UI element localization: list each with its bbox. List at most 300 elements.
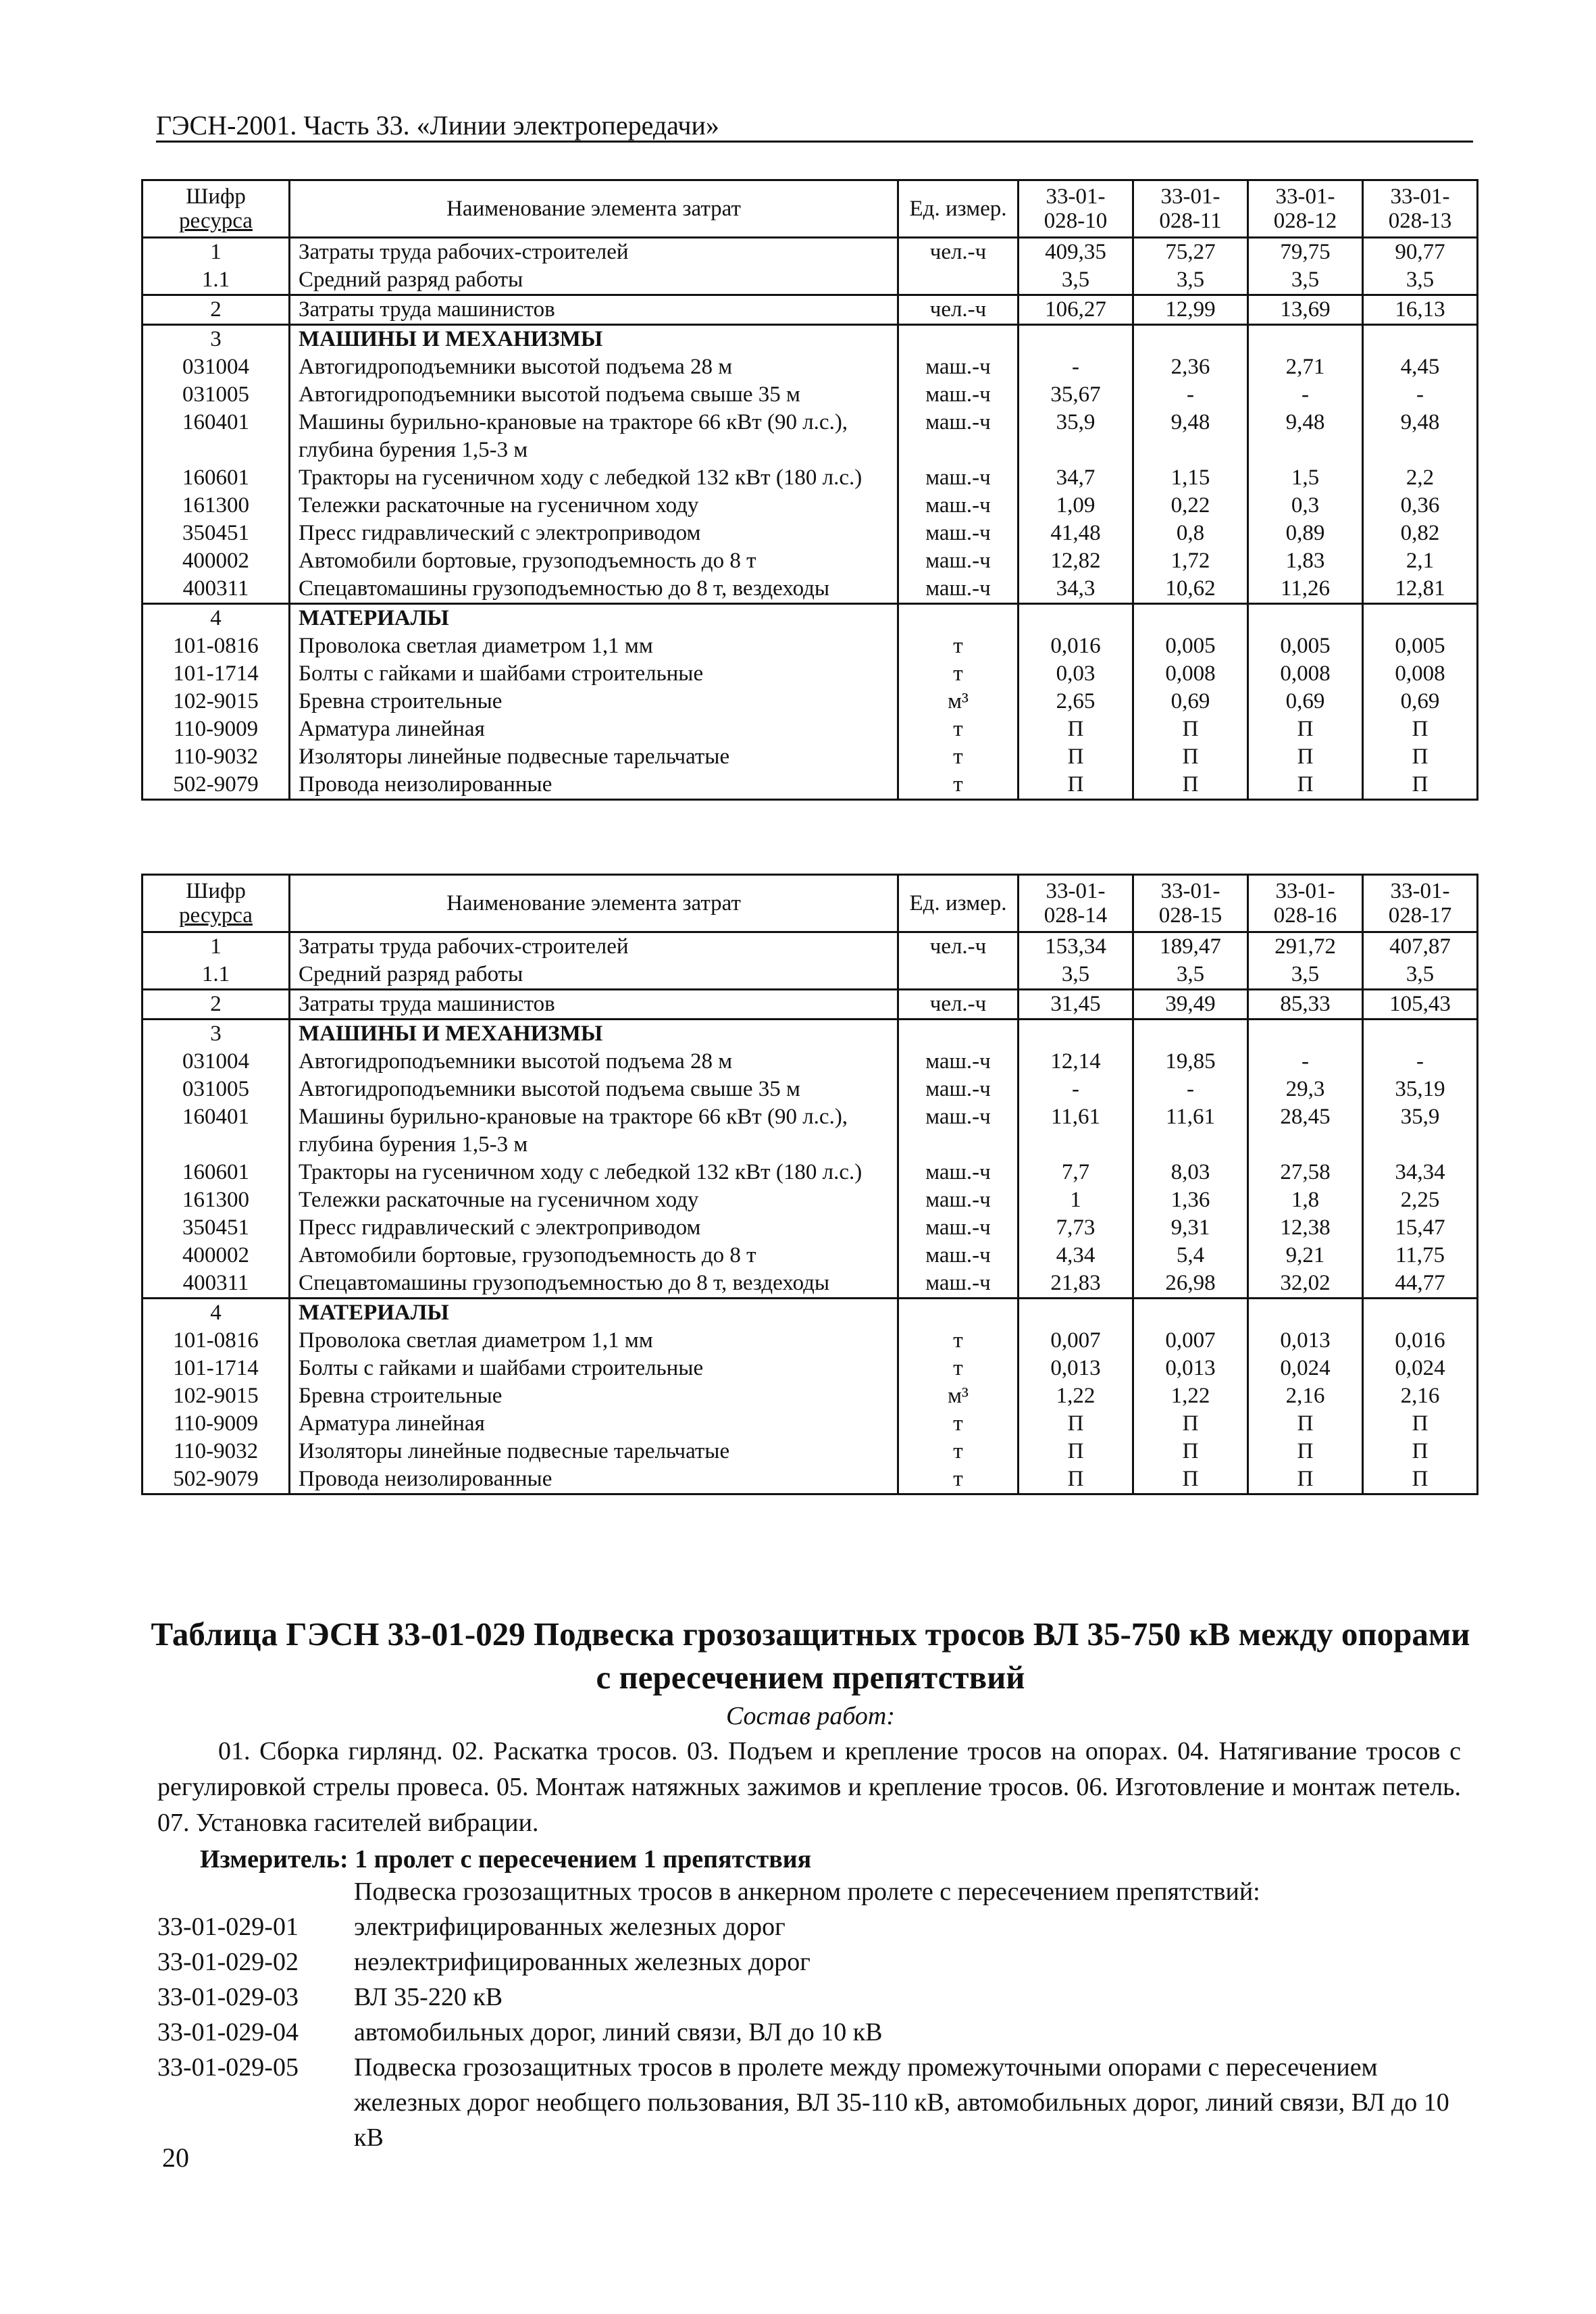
unit-cell: т <box>898 1327 1019 1355</box>
value-cell: 11,26 <box>1248 575 1363 604</box>
column-header-name: Наименование элемента затрат <box>290 180 898 238</box>
resource-code: 2 <box>143 990 290 1020</box>
norm-code-part2: 028-14 <box>1044 903 1108 928</box>
unit-cell: маш.-ч <box>898 1242 1019 1269</box>
table-row <box>143 771 1478 800</box>
cost-element-name: Арматура линейная <box>290 1410 898 1438</box>
unit-cell: маш.-ч <box>898 409 1019 464</box>
cost-element-name: Бревна строительные <box>290 1382 898 1410</box>
value-cell: 3,5 <box>1019 266 1133 295</box>
value-cell: 15,47 <box>1363 1214 1478 1242</box>
table-row <box>143 325 1478 354</box>
value-cell: 32,02 <box>1248 1269 1363 1299</box>
resource-code: 1.1 <box>143 266 290 295</box>
resource-code: 502-9079 <box>143 1465 290 1494</box>
norm-code-part1: 33-01- <box>1275 184 1335 209</box>
value-cell <box>1363 1299 1478 1328</box>
value-cell: 105,43 <box>1363 990 1478 1020</box>
column-header-norm-11 <box>1133 180 1248 238</box>
resource-code: 160601 <box>143 1159 290 1186</box>
column-header-norm-13 <box>1363 180 1478 238</box>
unit-cell: маш.-ч <box>898 1186 1019 1214</box>
table-row <box>143 743 1478 771</box>
value-cell: 1,09 <box>1019 492 1133 520</box>
value-cell: 75,27 <box>1133 238 1248 267</box>
table-row <box>143 1269 1478 1299</box>
unit-cell: маш.-ч <box>898 520 1019 547</box>
value-cell: 11,75 <box>1363 1242 1478 1269</box>
section-title <box>135 1613 1486 1699</box>
value-cell: П <box>1019 715 1133 743</box>
cost-element-name: Тележки раскаточные на гусеничном ходу <box>290 1186 898 1214</box>
list-item <box>157 1944 1461 1980</box>
unit-cell: т <box>898 1355 1019 1382</box>
cost-element-name: Средний разряд работы <box>290 961 898 990</box>
table-row <box>143 1382 1478 1410</box>
table-row <box>143 1020 1478 1049</box>
resource-code: 400002 <box>143 1242 290 1269</box>
value-cell: 90,77 <box>1363 238 1478 267</box>
column-header-code-line1: Шифр <box>186 879 246 903</box>
table-row <box>143 1159 1478 1186</box>
variants-list <box>157 1874 1461 2155</box>
table-body <box>143 238 1478 800</box>
norm-code-part1: 33-01- <box>1390 184 1450 209</box>
cost-element-name: Затраты труда машинистов <box>290 990 898 1020</box>
value-cell: П <box>1133 743 1248 771</box>
value-cell: П <box>1019 771 1133 800</box>
value-cell: 1,83 <box>1248 547 1363 575</box>
value-cell: 0,69 <box>1248 688 1363 715</box>
value-cell: 0,03 <box>1019 660 1133 688</box>
value-cell: 41,48 <box>1019 520 1133 547</box>
value-cell: 189,47 <box>1133 932 1248 961</box>
value-cell: - <box>1363 1048 1478 1076</box>
resource-code: 101-0816 <box>143 1327 290 1355</box>
resource-code: 110-9032 <box>143 743 290 771</box>
resource-code: 101-1714 <box>143 1355 290 1382</box>
value-cell: - <box>1019 1076 1133 1103</box>
column-header-norm-10 <box>1019 180 1133 238</box>
cost-element-name: Пресс гидравлический с электроприводом <box>290 520 898 547</box>
resource-code: 160601 <box>143 464 290 492</box>
variant-description: электрифицированных железных дорог <box>354 1913 786 1941</box>
value-cell <box>1133 1020 1248 1049</box>
value-cell <box>1019 1299 1133 1328</box>
cost-element-name: Автогидроподъемники высотой подъема 28 м <box>290 353 898 381</box>
norm-table-1 <box>141 179 1478 801</box>
value-cell: 12,81 <box>1363 575 1478 604</box>
value-cell: 4,34 <box>1019 1242 1133 1269</box>
value-cell: - <box>1133 1076 1248 1103</box>
resource-code: 2 <box>143 295 290 325</box>
value-cell: 3,5 <box>1133 961 1248 990</box>
value-cell: 2,71 <box>1248 353 1363 381</box>
resource-code: 1 <box>143 238 290 267</box>
norm-code-part2: 028-13 <box>1388 209 1452 233</box>
cost-element-name: Затраты труда рабочих-строителей <box>290 238 898 267</box>
table-header-row <box>143 875 1478 932</box>
value-cell: 1,15 <box>1133 464 1248 492</box>
unit-cell: м³ <box>898 688 1019 715</box>
table-row <box>143 238 1478 267</box>
unit-cell: м³ <box>898 1382 1019 1410</box>
resource-code: 110-9032 <box>143 1438 290 1465</box>
value-cell: 1,5 <box>1248 464 1363 492</box>
cost-element-name: Изоляторы линейные подвесные тарельчатые <box>290 1438 898 1465</box>
table-row <box>143 353 1478 381</box>
column-header-code-line1: Шифр <box>186 184 246 209</box>
value-cell: П <box>1363 1438 1478 1465</box>
value-cell: 0,016 <box>1363 1327 1478 1355</box>
unit-cell: т <box>898 1410 1019 1438</box>
value-cell: 26,98 <box>1133 1269 1248 1299</box>
table-row <box>143 266 1478 295</box>
value-cell: П <box>1363 743 1478 771</box>
cost-element-name: МАШИНЫ И МЕХАНИЗМЫ <box>290 1020 898 1049</box>
unit-cell: т <box>898 743 1019 771</box>
value-cell: 7,7 <box>1019 1159 1133 1186</box>
value-cell <box>1019 325 1133 354</box>
unit-cell: маш.-ч <box>898 1214 1019 1242</box>
value-cell: П <box>1363 1465 1478 1494</box>
table-row <box>143 464 1478 492</box>
resource-code: 110-9009 <box>143 715 290 743</box>
unit-cell: т <box>898 1438 1019 1465</box>
table-header-row <box>143 180 1478 238</box>
table-row <box>143 1214 1478 1242</box>
header-rule <box>156 141 1473 143</box>
column-header-code-line2: ресурса <box>179 209 253 233</box>
value-cell: - <box>1248 1048 1363 1076</box>
value-cell: 34,3 <box>1019 575 1133 604</box>
resource-code: 502-9079 <box>143 771 290 800</box>
norm-code-part2: 028-12 <box>1273 209 1337 233</box>
unit-cell <box>898 325 1019 354</box>
value-cell: 2,2 <box>1363 464 1478 492</box>
value-cell: П <box>1248 1410 1363 1438</box>
value-cell <box>1019 1020 1133 1049</box>
value-cell: 7,73 <box>1019 1214 1133 1242</box>
cost-element-name: Автомобили бортовые, грузоподъемность до 8 т <box>290 547 898 575</box>
value-cell: 11,61 <box>1133 1103 1248 1159</box>
value-cell: П <box>1248 715 1363 743</box>
value-cell: 0,8 <box>1133 520 1248 547</box>
value-cell: - <box>1248 381 1363 409</box>
value-cell: - <box>1363 381 1478 409</box>
norm-code-part2: 028-10 <box>1044 209 1108 233</box>
unit-cell: чел.-ч <box>898 295 1019 325</box>
table-row <box>143 1103 1478 1159</box>
table-row <box>143 1076 1478 1103</box>
resource-code: 1 <box>143 932 290 961</box>
value-cell: 407,87 <box>1363 932 1478 961</box>
cost-element-name: Пресс гидравлический с электроприводом <box>290 1214 898 1242</box>
value-cell: 0,005 <box>1363 632 1478 660</box>
unit-cell: маш.-ч <box>898 547 1019 575</box>
value-cell: 3,5 <box>1363 961 1478 990</box>
resource-code: 1.1 <box>143 961 290 990</box>
cost-element-name: МАТЕРИАЛЫ <box>290 1299 898 1328</box>
table-row <box>143 961 1478 990</box>
value-cell: 106,27 <box>1019 295 1133 325</box>
cost-element-name: Автомобили бортовые, грузоподъемность до 8 т <box>290 1242 898 1269</box>
column-header-norm-16 <box>1248 875 1363 932</box>
value-cell: 0,69 <box>1133 688 1248 715</box>
variant-code: 33-01-029-02 <box>157 1948 299 1976</box>
resource-code: 350451 <box>143 520 290 547</box>
cost-element-name: Проволока светлая диаметром 1,1 мм <box>290 632 898 660</box>
resource-code: 101-0816 <box>143 632 290 660</box>
value-cell <box>1133 604 1248 633</box>
work-composition-heading: Состав работ: <box>725 1702 896 1730</box>
value-cell: 34,7 <box>1019 464 1133 492</box>
value-cell: 0,3 <box>1248 492 1363 520</box>
value-cell: П <box>1133 1410 1248 1438</box>
value-cell: 3,5 <box>1248 961 1363 990</box>
column-header-norm-14 <box>1019 875 1133 932</box>
value-cell: 0,008 <box>1248 660 1363 688</box>
value-cell: П <box>1133 1465 1248 1494</box>
norm-code-part2: 028-11 <box>1159 209 1222 233</box>
variant-description: Подвеска грозозащитных тросов в пролете между промежуточными опорами с пересечением железных дорог необщего пользования, ВЛ 35-110 кВ, автомобильных дорог, линий связи, ВЛ до 10 кВ <box>354 2053 1449 2152</box>
value-cell: 0,89 <box>1248 520 1363 547</box>
value-cell: 0,013 <box>1248 1327 1363 1355</box>
norm-code-part1: 33-01- <box>1160 184 1220 209</box>
value-cell: 0,005 <box>1248 632 1363 660</box>
resource-code: 101-1714 <box>143 660 290 688</box>
cost-element-name: Тележки раскаточные на гусеничном ходу <box>290 492 898 520</box>
value-cell: П <box>1363 771 1478 800</box>
value-cell: 12,14 <box>1019 1048 1133 1076</box>
column-header-norm-15 <box>1133 875 1248 932</box>
column-header-code <box>143 180 290 238</box>
value-cell: 10,62 <box>1133 575 1248 604</box>
unit-cell <box>898 604 1019 633</box>
value-cell: 1,22 <box>1133 1382 1248 1410</box>
value-cell: П <box>1019 1438 1133 1465</box>
norm-code-part1: 33-01- <box>1046 879 1106 903</box>
table-row <box>143 295 1478 325</box>
resource-code: 031004 <box>143 1048 290 1076</box>
unit-cell: маш.-ч <box>898 1048 1019 1076</box>
value-cell: 0,36 <box>1363 492 1478 520</box>
variant-code: 33-01-029-01 <box>157 1913 299 1941</box>
norm-code-part1: 33-01- <box>1390 879 1450 903</box>
value-cell: П <box>1248 743 1363 771</box>
table-row <box>143 715 1478 743</box>
value-cell: П <box>1363 715 1478 743</box>
column-header-unit: Ед. измер. <box>898 180 1019 238</box>
table-row <box>143 381 1478 409</box>
value-cell: 0,007 <box>1019 1327 1133 1355</box>
table-row <box>143 1438 1478 1465</box>
value-cell: 28,45 <box>1248 1103 1363 1159</box>
resource-code: 031005 <box>143 1076 290 1103</box>
value-cell: 12,38 <box>1248 1214 1363 1242</box>
value-cell: 4,45 <box>1363 353 1478 381</box>
unit-cell: маш.-ч <box>898 1159 1019 1186</box>
value-cell: 21,83 <box>1019 1269 1133 1299</box>
value-cell: 85,33 <box>1248 990 1363 1020</box>
value-cell: 9,48 <box>1133 409 1248 464</box>
cost-element-name: Провода неизолированные <box>290 771 898 800</box>
value-cell: 2,16 <box>1363 1382 1478 1410</box>
resource-code: 102-9015 <box>143 688 290 715</box>
norm-code-part2: 028-15 <box>1158 903 1222 928</box>
unit-cell <box>898 961 1019 990</box>
cost-element-name: Арматура линейная <box>290 715 898 743</box>
value-cell: 29,3 <box>1248 1076 1363 1103</box>
work-composition-text: 01. Сборка гирлянд. 02. Раскатка тросов. 03. Подъем и крепление тросов на опорах. 04. Натягивание тросов с регулировкой стрелы провеса. 05. Монтаж натяжных зажимов и крепление тросов. 06. Изготовление и монтаж петель. 07. Установка гасителей вибрации. <box>157 1737 1461 1837</box>
value-cell: 13,69 <box>1248 295 1363 325</box>
table-row <box>143 1048 1478 1076</box>
value-cell: П <box>1363 1410 1478 1438</box>
unit-cell: т <box>898 1465 1019 1494</box>
value-cell: 2,16 <box>1248 1382 1363 1410</box>
value-cell: 12,99 <box>1133 295 1248 325</box>
resource-code: 400002 <box>143 547 290 575</box>
value-cell: 1 <box>1019 1186 1133 1214</box>
unit-cell: т <box>898 715 1019 743</box>
resource-code: 161300 <box>143 492 290 520</box>
value-cell: 0,024 <box>1248 1355 1363 1382</box>
unit-cell: маш.-ч <box>898 492 1019 520</box>
value-cell <box>1248 1299 1363 1328</box>
value-cell: 0,82 <box>1363 520 1478 547</box>
value-cell: 0,69 <box>1363 688 1478 715</box>
column-header-name: Наименование элемента затрат <box>290 875 898 932</box>
value-cell: 0,013 <box>1019 1355 1133 1382</box>
value-cell <box>1248 604 1363 633</box>
cost-element-name: Провода неизолированные <box>290 1465 898 1494</box>
value-cell: - <box>1019 353 1133 381</box>
resource-code: 160401 <box>143 409 290 464</box>
value-cell: 291,72 <box>1248 932 1363 961</box>
value-cell: 35,9 <box>1019 409 1133 464</box>
value-cell <box>1363 325 1478 354</box>
table-row <box>143 1327 1478 1355</box>
value-cell <box>1363 604 1478 633</box>
resource-code: 031005 <box>143 381 290 409</box>
resource-code: 102-9015 <box>143 1382 290 1410</box>
value-cell: 9,21 <box>1248 1242 1363 1269</box>
value-cell: П <box>1133 1438 1248 1465</box>
unit-cell: маш.-ч <box>898 464 1019 492</box>
resource-code: 4 <box>143 604 290 633</box>
value-cell: 2,1 <box>1363 547 1478 575</box>
column-header-code-line2: ресурса <box>179 903 253 928</box>
variant-description: неэлектрифицированных железных дорог <box>354 1948 810 1976</box>
cost-element-name: Автогидроподъемники высотой подъема свыше 35 м <box>290 1076 898 1103</box>
value-cell: 9,48 <box>1363 409 1478 464</box>
value-cell: 27,58 <box>1248 1159 1363 1186</box>
table-row <box>143 520 1478 547</box>
resource-code: 400311 <box>143 575 290 604</box>
value-cell: П <box>1019 1465 1133 1494</box>
value-cell: 1,72 <box>1133 547 1248 575</box>
value-cell: 35,9 <box>1363 1103 1478 1159</box>
resource-code: 031004 <box>143 353 290 381</box>
resource-code: 400311 <box>143 1269 290 1299</box>
section-title-line2: с пересечением препятствий <box>596 1659 1025 1696</box>
unit-cell: маш.-ч <box>898 353 1019 381</box>
unit-cell: т <box>898 771 1019 800</box>
resource-code: 160401 <box>143 1103 290 1159</box>
unit-cell: маш.-ч <box>898 1103 1019 1159</box>
resource-code: 110-9009 <box>143 1410 290 1438</box>
value-cell: 5,4 <box>1133 1242 1248 1269</box>
list-item <box>157 1909 1461 1944</box>
norm-code-part1: 33-01- <box>1275 879 1335 903</box>
cost-element-name: Затраты труда рабочих-строителей <box>290 932 898 961</box>
value-cell: 0,22 <box>1133 492 1248 520</box>
value-cell <box>1248 1020 1363 1049</box>
value-cell: П <box>1019 743 1133 771</box>
resource-code: 4 <box>143 1299 290 1328</box>
table-row <box>143 1299 1478 1328</box>
value-cell: 79,75 <box>1248 238 1363 267</box>
resource-code: 3 <box>143 325 290 354</box>
unit-cell: маш.-ч <box>898 1076 1019 1103</box>
table-row <box>143 632 1478 660</box>
value-cell: 3,5 <box>1133 266 1248 295</box>
measure-unit: Измеритель: 1 пролет с пересечением 1 препятствия <box>200 1845 812 1873</box>
value-cell: 12,82 <box>1019 547 1133 575</box>
cost-element-name: Болты с гайками и шайбами строительные <box>290 660 898 688</box>
unit-cell: маш.-ч <box>898 575 1019 604</box>
column-header-norm-12 <box>1248 180 1363 238</box>
value-cell: 153,34 <box>1019 932 1133 961</box>
table-row <box>143 688 1478 715</box>
value-cell: 0,016 <box>1019 632 1133 660</box>
cost-element-name: Автогидроподъемники высотой подъема 28 м <box>290 1048 898 1076</box>
value-cell: 39,49 <box>1133 990 1248 1020</box>
value-cell: П <box>1019 1410 1133 1438</box>
unit-cell: т <box>898 660 1019 688</box>
value-cell: 0,007 <box>1133 1327 1248 1355</box>
column-header-code <box>143 875 290 932</box>
table-row <box>143 1242 1478 1269</box>
value-cell: 1,22 <box>1019 1382 1133 1410</box>
column-header-unit: Ед. измер. <box>898 875 1019 932</box>
unit-cell <box>898 1020 1019 1049</box>
variant-code: 33-01-029-05 <box>157 2053 299 2082</box>
value-cell: 0,013 <box>1133 1355 1248 1382</box>
table-row <box>143 409 1478 464</box>
page-number: 20 <box>162 2142 189 2173</box>
list-item <box>157 1980 1461 2015</box>
value-cell: 3,5 <box>1248 266 1363 295</box>
cost-element-name: МАШИНЫ И МЕХАНИЗМЫ <box>290 325 898 354</box>
table-row <box>143 575 1478 604</box>
value-cell <box>1363 1020 1478 1049</box>
cost-element-name: Машины бурильно-крановые на тракторе 66 кВт (90 л.с.), глубина бурения 1,5-3 м <box>290 1103 898 1159</box>
value-cell: П <box>1248 1438 1363 1465</box>
norm-table-2 <box>141 874 1478 1495</box>
unit-cell: маш.-ч <box>898 1269 1019 1299</box>
value-cell: 1,8 <box>1248 1186 1363 1214</box>
unit-cell: чел.-ч <box>898 990 1019 1020</box>
norm-code-part1: 33-01- <box>1046 184 1106 209</box>
cost-element-name: Бревна строительные <box>290 688 898 715</box>
unit-cell: чел.-ч <box>898 932 1019 961</box>
running-header: ГЭСН-2001. Часть 33. «Линии электропередачи» <box>156 110 719 141</box>
table-row <box>143 1410 1478 1438</box>
value-cell: 1,36 <box>1133 1186 1248 1214</box>
section-title-line1: Таблица ГЭСН 33-01-029 Подвеска грозозащитных тросов ВЛ 35-750 кВ между опорами <box>151 1615 1470 1653</box>
table-row <box>143 1355 1478 1382</box>
